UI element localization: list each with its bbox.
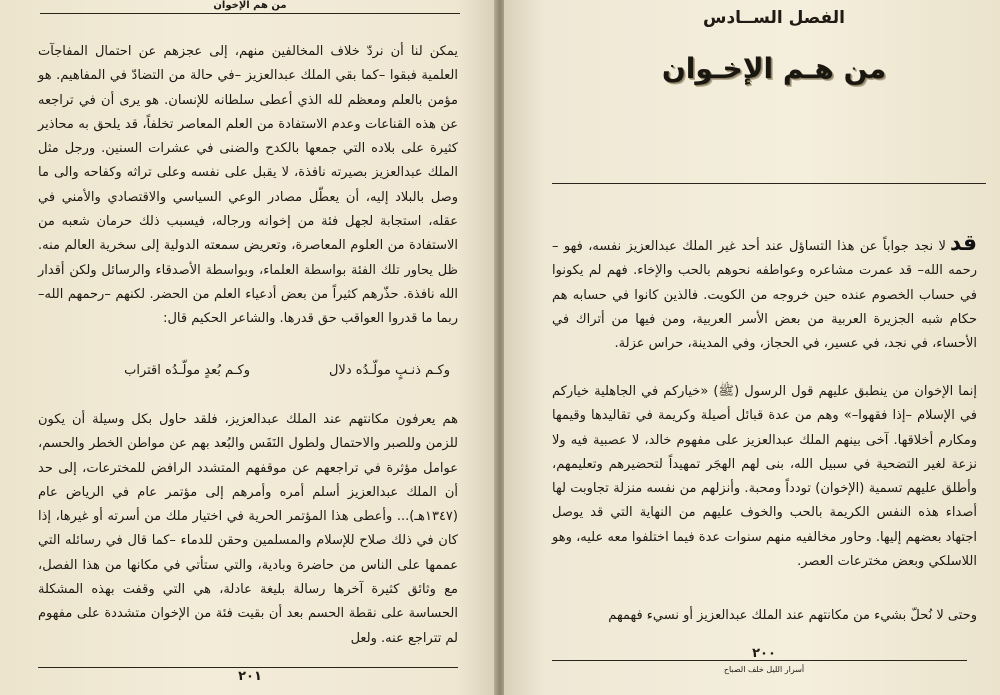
- left-paragraph-1: [38, 40, 458, 332]
- poetry-verse: [70, 363, 450, 385]
- drop-word: قد: [949, 231, 977, 256]
- verse-second-hemistich: وكـم بُعدٍ مولّـدُه اقتراب: [124, 363, 250, 378]
- left-paragraph-2: [38, 408, 458, 651]
- body-text: هم يعرفون مكانتهم عند الملك عبدالعزيز، فلقد حاول بكل وسيلة أن يكون للزمن وللصبر والاحتمال ولطول النَفَس والبُعد بهم عن مواطن الخطر والحسم، عوامل مؤثرة في تراجعهم عن موقفهم المتشدد الرافض للمخترعات، إلى حد أن الملك عبدالعزيز أسلم أمره وأمرهم إلى مؤتمر عام في الرياض عام (١٣٤٧هـ)... وأعطى هذا المؤتمر الحرية في اختيار ملك من أسرته أو غيرها، إذا كان في ذلك صلاح للإسلام والمسلمين وحقن للدماء –كما قال في رسائله التي عممها على الناس من حاضرة وبادية، والتي ستأتي في مكانها من هذا الفصل، مع وثائق كثيرة آخرها رسالة بليغة عادلة، هي التي وقفت بهذه المشكلة الحساسة على نقطة الحسم بعد أن بقيت فئة من الإخوان متشددة على مفهوم لم تتراجع عنه. ولعل: [38, 412, 458, 646]
- body-text: يمكن لنا أن نردّ خلاف المخالفين منهم، إلى عجزهم عن احتمال المفاجآت العلمية فبقوا –كما بقي الملك عبدالعزيز –في حالة من التضادّ في المفاهيم. هو مؤمن بالعلم ومعظم لله الذي أعطى سلطانه للإنسان. هو يرى أن في تراجعه عن هذه القناعات وعدم الاستفادة من العلم المعاصر تخلفاً، قد يلحق به محاذير كثيرة على بلاده التي جمعها بالكدح والضنى في عشرات السنين. ورجل مثل الملك عبدالعزيز بصيرته نافذة، لا يقبل على نفسه وعلى تراثه وكفاحه والى ما وصل بالبلاد إليه، أن يعطّل مصادر الوعي السياسي والاقتصادي والأمني في عقله، استجابة لجهل فئة من إخوانه ورجاله، فيسبب ذلك حرمان شعبه من الاستفادة من العلوم المعاصرة، وتعريض سمعته الدولية إلى سخرية العالم منه. ظل يحاور تلك الفئة بواسطة العلماء، وبواسطة الأصدقاء والرسائل ولكن أقدار الله نافذة. حذّرهم كثيراً من بعض أدعياء العلم من الحضر. لكنهم –رحمهم الله– ربما ما قدروا العواقب حق قدرها. والشاعر الحكيم قال:: [38, 44, 458, 327]
- right-paragraph-3: [552, 604, 977, 628]
- right-page: [504, 0, 1000, 695]
- body-text: لا نجد جواباً عن هذا التساؤل عند أحد غير الملك عبدالعزيز نفسه، فهو –رحمه الله– قد عمرت مشاعره وعواطفه نحوهم بالحب والإخاء. فهم لم يكونوا في حساب الخصوم عنده حين خروجه من الكويت. فالذين كانوا في حسابه هم حكام شبه الجزيرة العربية من بعض الأسر العربية، ومن فيها من أتراك في الأحساء، في نجد، في عسير، في الحجاز، وفي المدينة، حراس عزلة.: [552, 239, 977, 352]
- page-number: ٢٠١: [238, 669, 262, 684]
- right-paragraph-1: [552, 232, 977, 356]
- body-text: إنما الإخوان من ينطبق عليهم قول الرسول (ﷺ) «خياركم في الجاهلية خياركم في الإسلام –إذا فقهوا–» وهم من عدة قبائل أصيلة وكريمة في تقاليدها وقيمها ومكارم أخلاقها. آخى بينهم الملك عبدالعزيز على مفهوم خالد، لا عصبية فيه ولا نزعة لغير التضحية في سبيل الله، بنى لهم الهجَر تمهيداً لتحضيرهم وتعليمهم، وأطلق عليهم تسمية (الإخوان) تودداً ومحبة. وأنزلهم من نفسه منزلة تجاوبت لها أصداء هذه النفس الكريمة بالحب والخوف عليهم من النهاية التي قد يوصل اجتهاد بعضهم إليها. وحاور مخالفيه منهم سنوات عدة فيما اختلفوا معه عليه، وهو اللاسلكي وبعض مخترعات العصر.: [552, 384, 977, 570]
- footer-book-title: أسرار الليل خلف الصباح: [723, 665, 805, 674]
- header-rule: [40, 13, 460, 14]
- footer-rule: [38, 667, 458, 668]
- verse-first-hemistich: وكـم ذنـبٍ مولّـدُه دلال: [328, 363, 450, 378]
- left-page: [0, 0, 496, 695]
- running-head: من هم الإخوان: [213, 0, 287, 11]
- chapter-label: الفصل الســادس: [703, 8, 845, 28]
- chapter-title: من هـم الإخـوان: [661, 52, 887, 85]
- page-number: ٢٠٠: [752, 646, 776, 661]
- title-rule: [552, 183, 986, 184]
- body-text: وحتى لا نُحلّ بشيء من مكانتهم عند الملك عبدالعزيز أو نسيء فهمهم: [608, 608, 977, 623]
- right-paragraph-2: [552, 380, 977, 574]
